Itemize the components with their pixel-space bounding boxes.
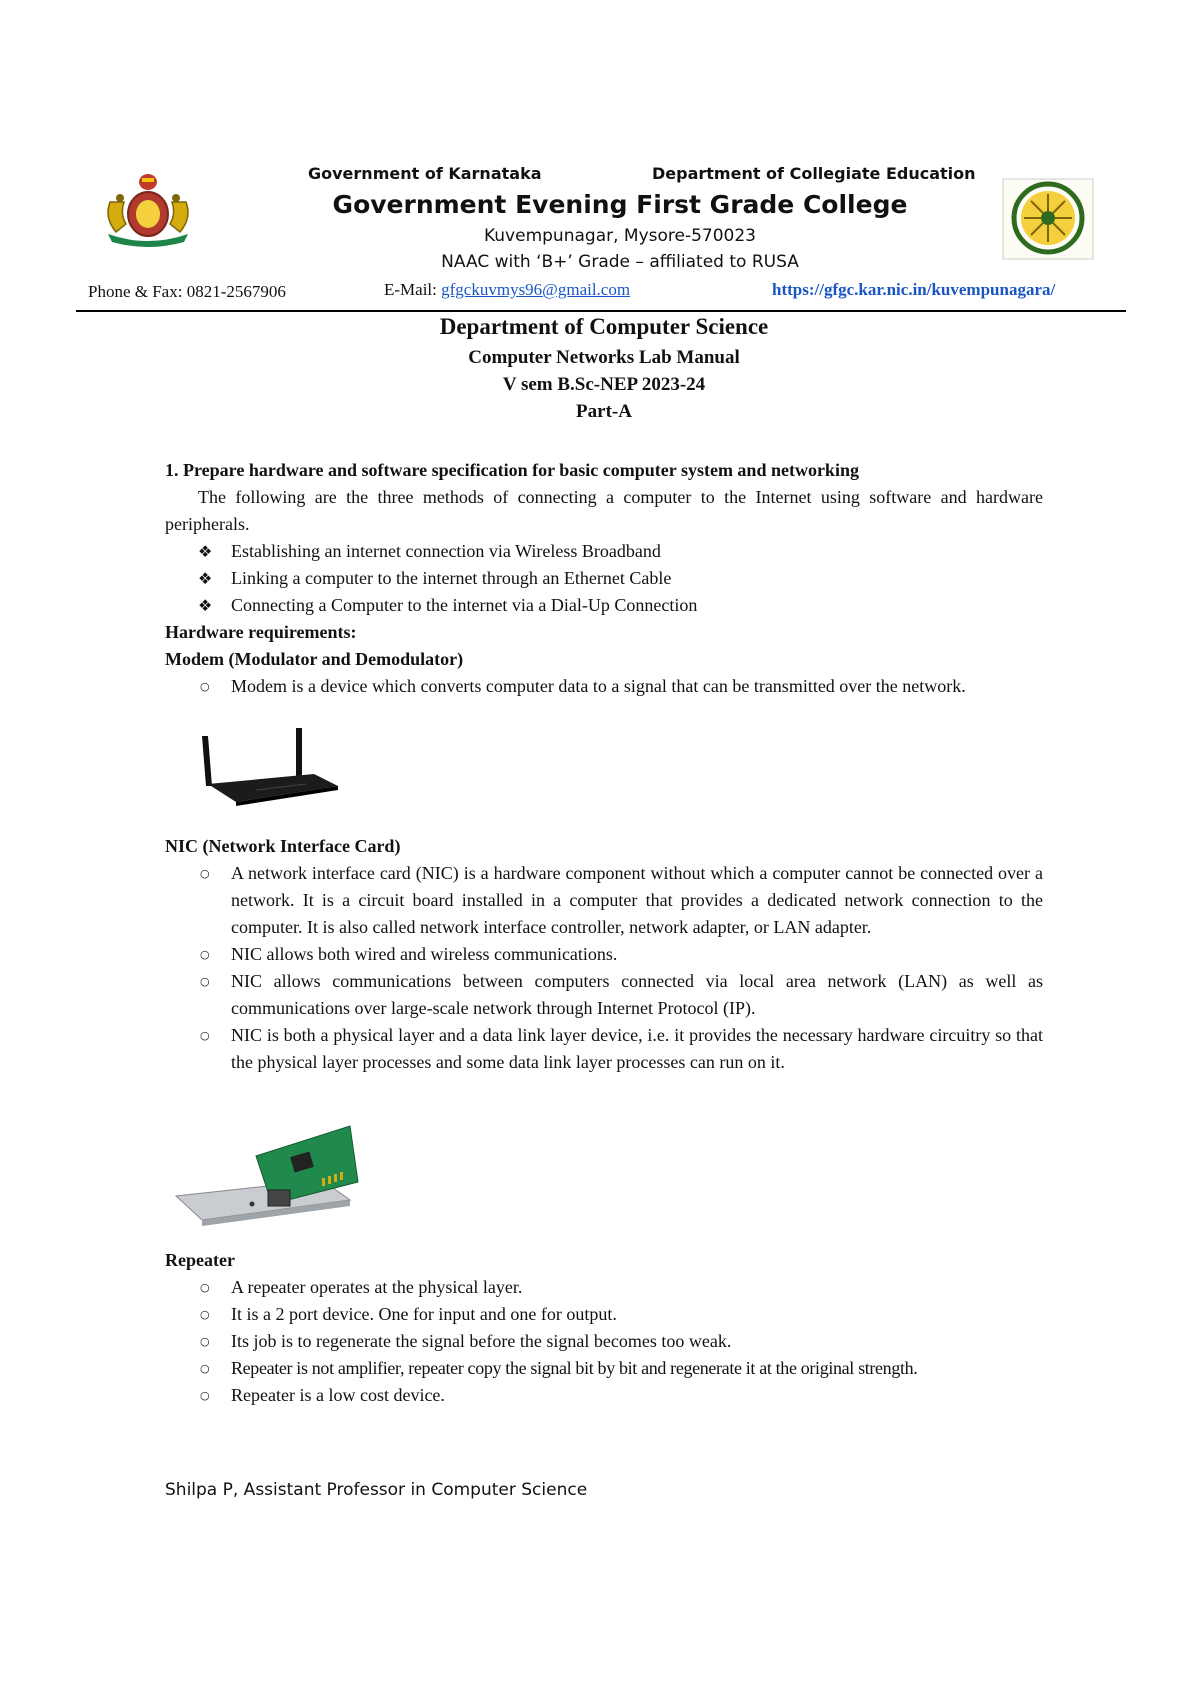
semester-title: V sem B.Sc-NEP 2023-24	[502, 374, 706, 395]
circle-bullet-icon: ○	[200, 975, 210, 988]
diamond-bullet-icon: ❖	[198, 542, 213, 561]
repeater-heading: Repeater	[165, 1250, 235, 1270]
department-title: Department of Computer Science	[439, 314, 769, 339]
methods-list	[165, 538, 1043, 619]
header-divider	[76, 310, 1126, 312]
list-item: ❖ Linking a computer to the internet through an Ethernet Cable	[165, 565, 1043, 592]
list-item: ○ Modem is a device which converts computer data to a signal that can be transmitted over the network.	[165, 673, 1043, 700]
list-item: ○ A network interface card (NIC) is a hardware component without which a computer cannot be connected over a network. It is a circuit board installed in a computer that provides a dedicated network connection to the computer. It is also called network interface controller, network adapter, or LAN adapter.	[165, 860, 1043, 941]
circle-bullet-icon: ○	[200, 1362, 210, 1375]
college-seal-icon	[1002, 178, 1094, 260]
modem-image	[196, 726, 342, 806]
right-emblem	[1002, 178, 1094, 260]
college-address: Kuvempunagar, Mysore-570023	[483, 226, 756, 246]
list-item: ❖ Connecting a Computer to the internet via a Dial-Up Connection	[165, 592, 1043, 619]
list-item: ○ Its job is to regenerate the signal before the signal becomes too weak.	[165, 1328, 1043, 1355]
email-link[interactable]: gfgckuvmys96@gmail.com	[441, 280, 631, 299]
list-item: ○ A repeater operates at the physical layer.	[165, 1274, 1043, 1301]
list-item: ❖ Establishing an internet connection via Wireless Broadband	[165, 538, 1043, 565]
dept-edu-label: Department of Collegiate Education	[652, 164, 976, 183]
circle-bullet-icon: ○	[200, 680, 210, 693]
phone-fax: Phone & Fax: 0821-2567906	[88, 282, 286, 301]
left-emblem	[100, 172, 196, 248]
list-item: ○ Repeater is a low cost device.	[165, 1382, 1043, 1409]
naac-grade: NAAC with ‘B+’ Grade – affiliated to RUSA	[441, 252, 799, 272]
list-item: ○ It is a 2 port device. One for input and one for output.	[165, 1301, 1043, 1328]
email-line	[384, 280, 630, 300]
circle-bullet-icon: ○	[200, 867, 210, 880]
part-title: Part-A	[576, 401, 632, 422]
nic-heading: NIC (Network Interface Card)	[165, 836, 401, 856]
diamond-bullet-icon: ❖	[198, 596, 213, 615]
circle-bullet-icon: ○	[200, 1281, 210, 1294]
hardware-heading: Hardware requirements:	[165, 622, 357, 642]
circle-bullet-icon: ○	[200, 1029, 210, 1042]
nic-image	[172, 1124, 360, 1230]
list-item: ○ Repeater is not amplifier, repeater copy the signal bit by bit and regenerate it at the original strength.	[165, 1355, 1043, 1382]
college-name: Government Evening First Grade College	[332, 190, 908, 219]
circle-bullet-icon: ○	[200, 948, 210, 961]
network-card-icon	[172, 1124, 360, 1230]
email-label: E-Mail:	[384, 280, 442, 299]
diamond-bullet-icon: ❖	[198, 569, 213, 588]
gov-label: Government of Karnataka	[308, 164, 542, 183]
website-link[interactable]: https://gfgc.kar.nic.in/kuvempunagara/	[772, 280, 1056, 299]
list-item: ○ NIC allows communications between computers connected via local area network (LAN) as well as communications over large-scale network through Internet Protocol (IP).	[165, 968, 1043, 1022]
circle-bullet-icon: ○	[200, 1335, 210, 1348]
section1-intro: The following are the three methods of connecting a computer to the Internet using software and hardware peripherals.	[165, 487, 1043, 534]
modem-points	[165, 673, 1043, 700]
list-item: ○ NIC is both a physical layer and a data link layer device, i.e. it provides the necessary hardware circuitry so that the physical layer processes and some data link layer processes can run on it.	[165, 1022, 1043, 1076]
footer-author: Shilpa P, Assistant Professor in Computer Science	[165, 1480, 588, 1500]
section1-heading: 1. Prepare hardware and software specification for basic computer system and networking	[165, 460, 859, 480]
karnataka-emblem-icon	[100, 172, 196, 248]
list-item: ○ NIC allows both wired and wireless communications.	[165, 941, 1043, 968]
repeater-points	[165, 1274, 1043, 1409]
nic-points	[165, 860, 1043, 1076]
router-icon	[196, 726, 342, 806]
modem-heading: Modem (Modulator and Demodulator)	[165, 649, 464, 669]
circle-bullet-icon: ○	[200, 1308, 210, 1321]
circle-bullet-icon: ○	[200, 1389, 210, 1402]
manual-title: Computer Networks Lab Manual	[468, 347, 740, 368]
